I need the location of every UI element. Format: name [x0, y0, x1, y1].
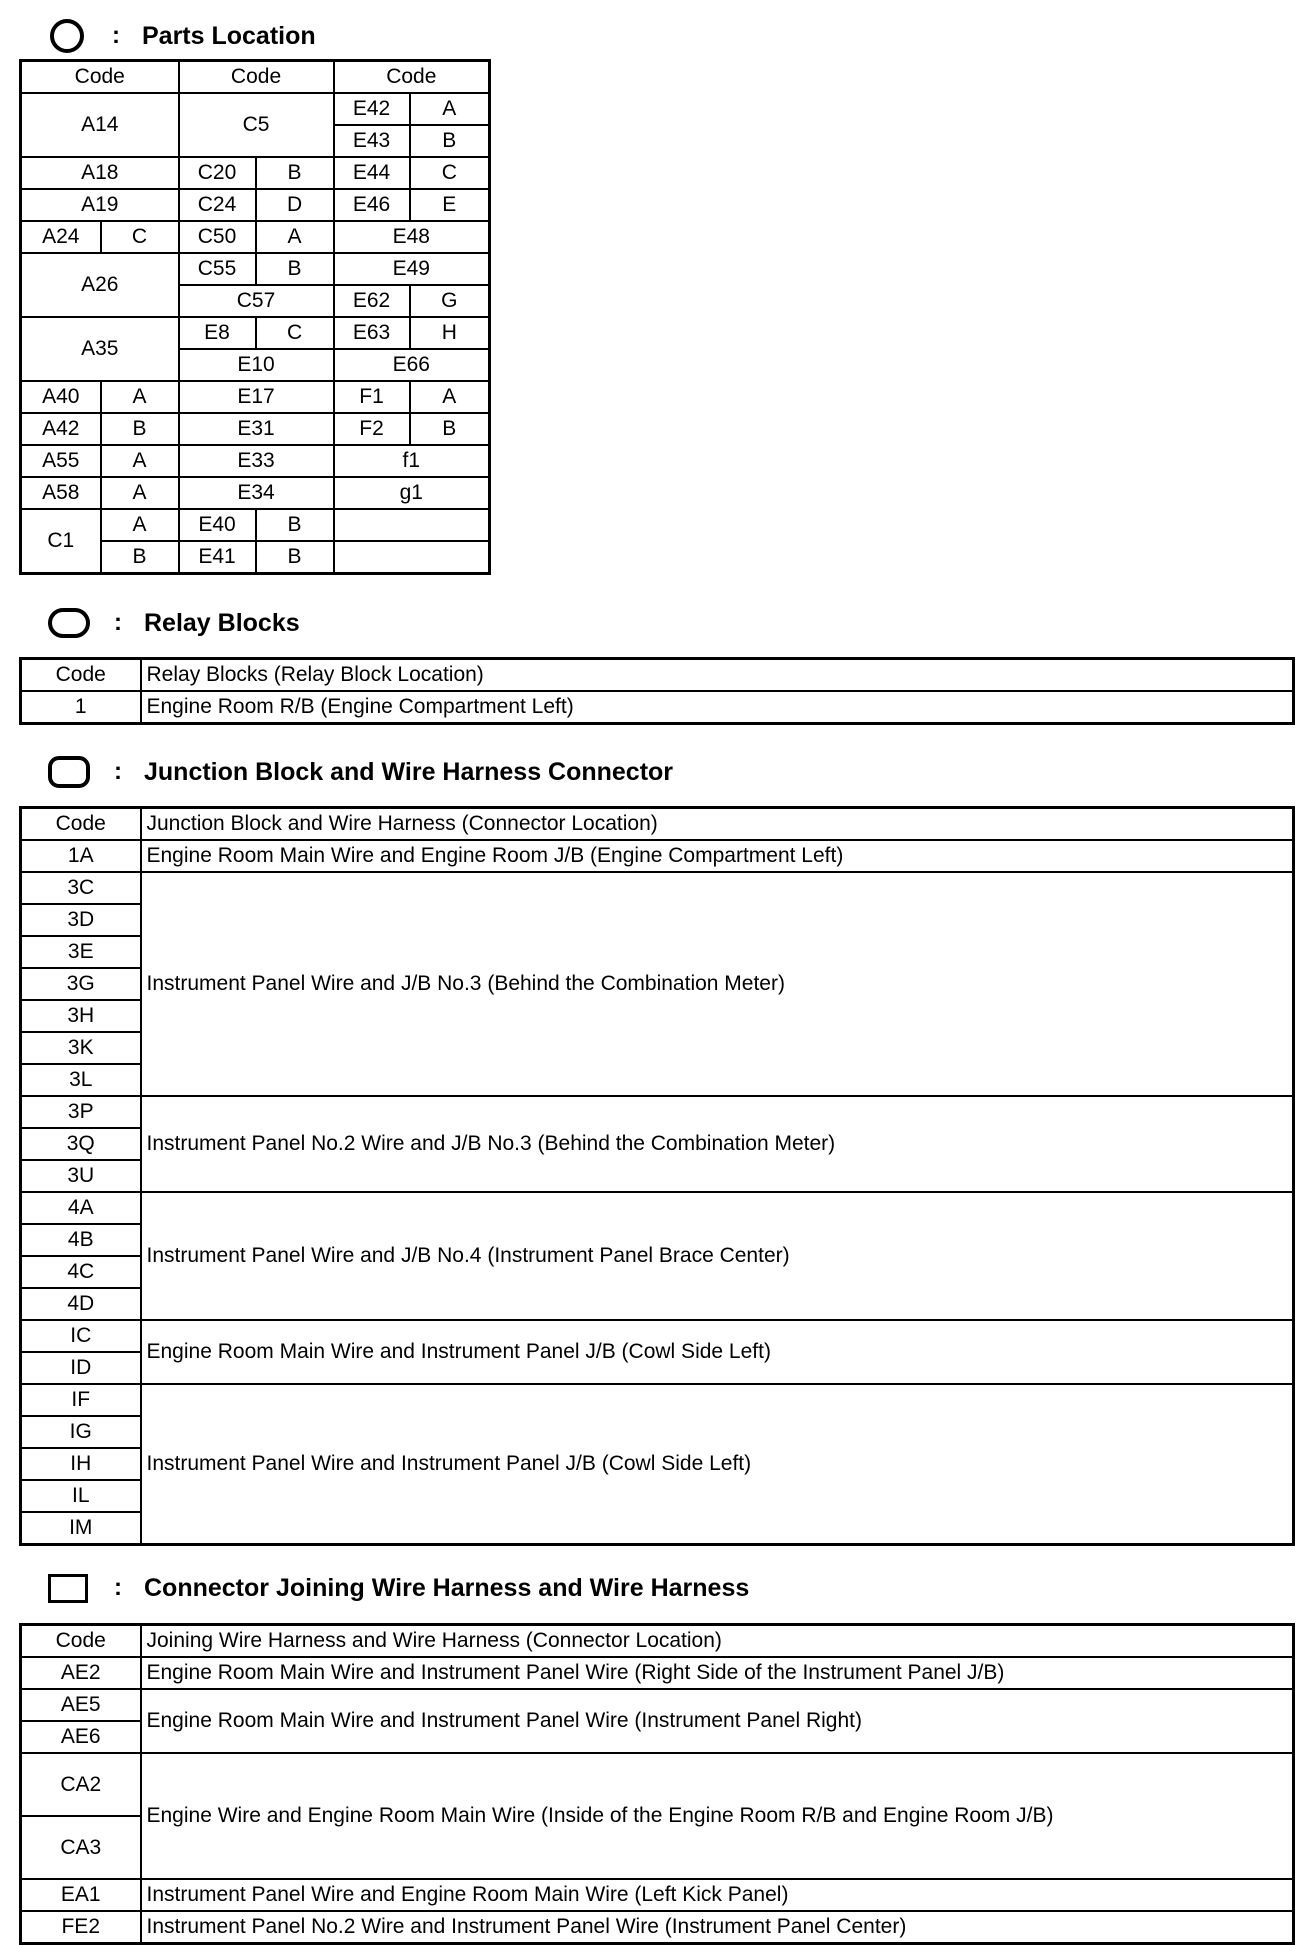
code-cell: IC	[21, 1320, 141, 1352]
heading-colon: :	[114, 1574, 122, 1601]
code-cell: A19	[21, 189, 179, 221]
oval-symbol-icon	[48, 608, 90, 638]
table-row	[21, 1753, 1294, 1816]
code-cell: E66	[334, 349, 490, 381]
description-cell: Instrument Panel No.2 Wire and Instrument Panel Wire (Instrument Panel Center)	[141, 1911, 1294, 1944]
letter-cell: B	[256, 509, 334, 541]
code-cell: E44	[334, 157, 410, 189]
table-row	[21, 1384, 1294, 1416]
header-cell: Code	[21, 808, 141, 841]
code-cell: IG	[21, 1416, 141, 1448]
table-row	[21, 381, 490, 413]
code-cell: 4A	[21, 1192, 141, 1224]
header-cell: Relay Blocks (Relay Block Location)	[141, 659, 1294, 692]
letter-cell: B	[256, 541, 334, 574]
code-cell: E10	[179, 349, 334, 381]
junction-block-table	[19, 806, 1295, 1546]
letter-cell: B	[101, 413, 179, 445]
code-cell: E8	[179, 317, 256, 349]
letter-cell: A	[410, 93, 490, 125]
description-cell: Engine Wire and Engine Room Main Wire (Inside of the Engine Room R/B and Engine Room J/B)	[141, 1753, 1294, 1879]
code-cell: 3H	[21, 1000, 141, 1032]
circle-symbol-icon	[50, 19, 84, 53]
code-cell: C1	[21, 509, 101, 574]
code-cell: 4C	[21, 1256, 141, 1288]
code-cell: 1	[21, 691, 141, 724]
letter-cell: A	[256, 221, 334, 253]
code-cell: g1	[334, 477, 490, 509]
description-cell: Engine Room R/B (Engine Compartment Left)	[141, 691, 1294, 724]
code-cell: C57	[179, 285, 334, 317]
relay-blocks-heading	[48, 603, 300, 643]
table-row	[21, 413, 490, 445]
letter-cell: A	[101, 445, 179, 477]
code-cell: E63	[334, 317, 410, 349]
code-cell: 3G	[21, 968, 141, 1000]
table-row	[21, 445, 490, 477]
section-title: Parts Location	[142, 21, 316, 50]
code-cell: IH	[21, 1448, 141, 1480]
letter-cell: B	[256, 157, 334, 189]
heading-colon: :	[114, 609, 122, 636]
description-cell: Instrument Panel No.2 Wire and J/B No.3 (Behind the Combination Meter)	[141, 1096, 1294, 1192]
table-header-row	[21, 1625, 1294, 1658]
code-cell: A26	[21, 253, 179, 317]
table-row	[21, 1879, 1294, 1911]
description-cell: Engine Room Main Wire and Engine Room J/B (Engine Compartment Left)	[141, 840, 1294, 872]
header-cell: Code	[21, 61, 179, 94]
letter-cell: C	[101, 221, 179, 253]
description-cell: Engine Room Main Wire and Instrument Panel Wire (Right Side of the Instrument Panel J/B)	[141, 1657, 1294, 1689]
letter-cell: H	[410, 317, 490, 349]
code-cell: 3D	[21, 904, 141, 936]
code-cell: f1	[334, 445, 490, 477]
code-cell: F2	[334, 413, 410, 445]
code-cell: A24	[21, 221, 101, 253]
code-cell: A42	[21, 413, 101, 445]
code-cell: E48	[334, 221, 490, 253]
table-row	[21, 1657, 1294, 1689]
description-cell: Instrument Panel Wire and J/B No.3 (Behind the Combination Meter)	[141, 872, 1294, 1096]
table-row	[21, 1689, 1294, 1721]
letter-cell: E	[410, 189, 490, 221]
code-cell: IL	[21, 1480, 141, 1512]
code-cell: FE2	[21, 1911, 141, 1944]
code-cell: 3Q	[21, 1128, 141, 1160]
table-row	[21, 477, 490, 509]
code-cell: E42	[334, 93, 410, 125]
description-cell: Instrument Panel Wire and J/B No.4 (Instrument Panel Brace Center)	[141, 1192, 1294, 1320]
code-cell: AE6	[21, 1721, 141, 1753]
code-cell: E31	[179, 413, 334, 445]
table-row	[21, 872, 1294, 904]
table-row	[21, 93, 490, 125]
letter-cell: D	[256, 189, 334, 221]
code-cell: E43	[334, 125, 410, 157]
code-cell: E40	[179, 509, 256, 541]
empty-cell	[334, 541, 490, 574]
code-cell: A40	[21, 381, 101, 413]
code-cell: CA3	[21, 1816, 141, 1879]
letter-cell: C	[410, 157, 490, 189]
header-cell: Joining Wire Harness and Wire Harness (Connector Location)	[141, 1625, 1294, 1658]
letter-cell: A	[101, 509, 179, 541]
code-cell: 4D	[21, 1288, 141, 1320]
code-cell: C5	[179, 93, 334, 157]
code-cell: E46	[334, 189, 410, 221]
header-cell: Code	[179, 61, 334, 94]
code-cell: 3K	[21, 1032, 141, 1064]
code-cell: E62	[334, 285, 410, 317]
code-cell: E49	[334, 253, 490, 285]
table-row	[21, 221, 490, 253]
heading-colon: :	[112, 22, 120, 49]
description-cell: Instrument Panel Wire and Engine Room Main Wire (Left Kick Panel)	[141, 1879, 1294, 1911]
letter-cell: C	[256, 317, 334, 349]
code-cell: C50	[179, 221, 256, 253]
code-cell: AE2	[21, 1657, 141, 1689]
letter-cell: G	[410, 285, 490, 317]
code-cell: 3C	[21, 872, 141, 904]
code-cell: E34	[179, 477, 334, 509]
code-cell: A35	[21, 317, 179, 381]
table-row	[21, 691, 1294, 724]
table-row	[21, 317, 490, 349]
section-title: Relay Blocks	[144, 608, 300, 637]
code-cell: 4B	[21, 1224, 141, 1256]
letter-cell: A	[410, 381, 490, 413]
letter-cell: B	[256, 253, 334, 285]
table-row	[21, 1911, 1294, 1944]
connector-joining-table	[19, 1623, 1295, 1945]
header-cell: Junction Block and Wire Harness (Connector Location)	[141, 808, 1294, 841]
description-cell: Instrument Panel Wire and Instrument Panel J/B (Cowl Side Left)	[141, 1384, 1294, 1545]
header-cell: Code	[334, 61, 490, 94]
code-cell: 3E	[21, 936, 141, 968]
table-row	[21, 189, 490, 221]
table-row	[21, 509, 490, 541]
code-cell: IM	[21, 1512, 141, 1545]
letter-cell: B	[101, 541, 179, 574]
code-cell: 3P	[21, 1096, 141, 1128]
code-cell: F1	[334, 381, 410, 413]
letter-cell: B	[410, 125, 490, 157]
code-cell: 3U	[21, 1160, 141, 1192]
table-row	[21, 1320, 1294, 1352]
code-cell: EA1	[21, 1879, 141, 1911]
empty-cell	[334, 509, 490, 541]
code-cell: A14	[21, 93, 179, 157]
section-title: Junction Block and Wire Harness Connector	[144, 757, 674, 786]
code-cell: C20	[179, 157, 256, 189]
table-header-row	[21, 659, 1294, 692]
code-cell: E33	[179, 445, 334, 477]
code-cell: AE5	[21, 1689, 141, 1721]
code-cell: ID	[21, 1352, 141, 1384]
table-header-row	[21, 61, 490, 94]
table-row	[21, 1096, 1294, 1128]
code-cell: CA2	[21, 1753, 141, 1816]
code-cell: A18	[21, 157, 179, 189]
letter-cell: A	[101, 381, 179, 413]
code-cell: C55	[179, 253, 256, 285]
table-row	[21, 840, 1294, 872]
code-cell: E41	[179, 541, 256, 574]
description-cell: Engine Room Main Wire and Instrument Panel J/B (Cowl Side Left)	[141, 1320, 1294, 1384]
table-row	[21, 1192, 1294, 1224]
relay-blocks-table	[19, 657, 1295, 725]
connector-joining-heading	[48, 1568, 749, 1608]
junction-block-heading	[48, 752, 673, 792]
code-cell: E17	[179, 381, 334, 413]
parts-location-heading	[48, 16, 316, 56]
description-cell: Engine Room Main Wire and Instrument Panel Wire (Instrument Panel Right)	[141, 1689, 1294, 1753]
rect-symbol-icon	[48, 1574, 88, 1603]
table-row	[21, 253, 490, 285]
table-row	[21, 157, 490, 189]
header-cell: Code	[21, 659, 141, 692]
heading-colon: :	[114, 758, 122, 785]
code-cell: IF	[21, 1384, 141, 1416]
rounded-rect-symbol-icon	[48, 756, 90, 788]
header-cell: Code	[21, 1625, 141, 1658]
table-header-row	[21, 808, 1294, 841]
code-cell: 1A	[21, 840, 141, 872]
code-cell: A58	[21, 477, 101, 509]
letter-cell: B	[410, 413, 490, 445]
letter-cell: A	[101, 477, 179, 509]
parts-location-table	[19, 59, 491, 575]
code-cell: C24	[179, 189, 256, 221]
code-cell: A55	[21, 445, 101, 477]
code-cell: 3L	[21, 1064, 141, 1096]
section-title: Connector Joining Wire Harness and Wire Harness	[144, 1573, 750, 1602]
